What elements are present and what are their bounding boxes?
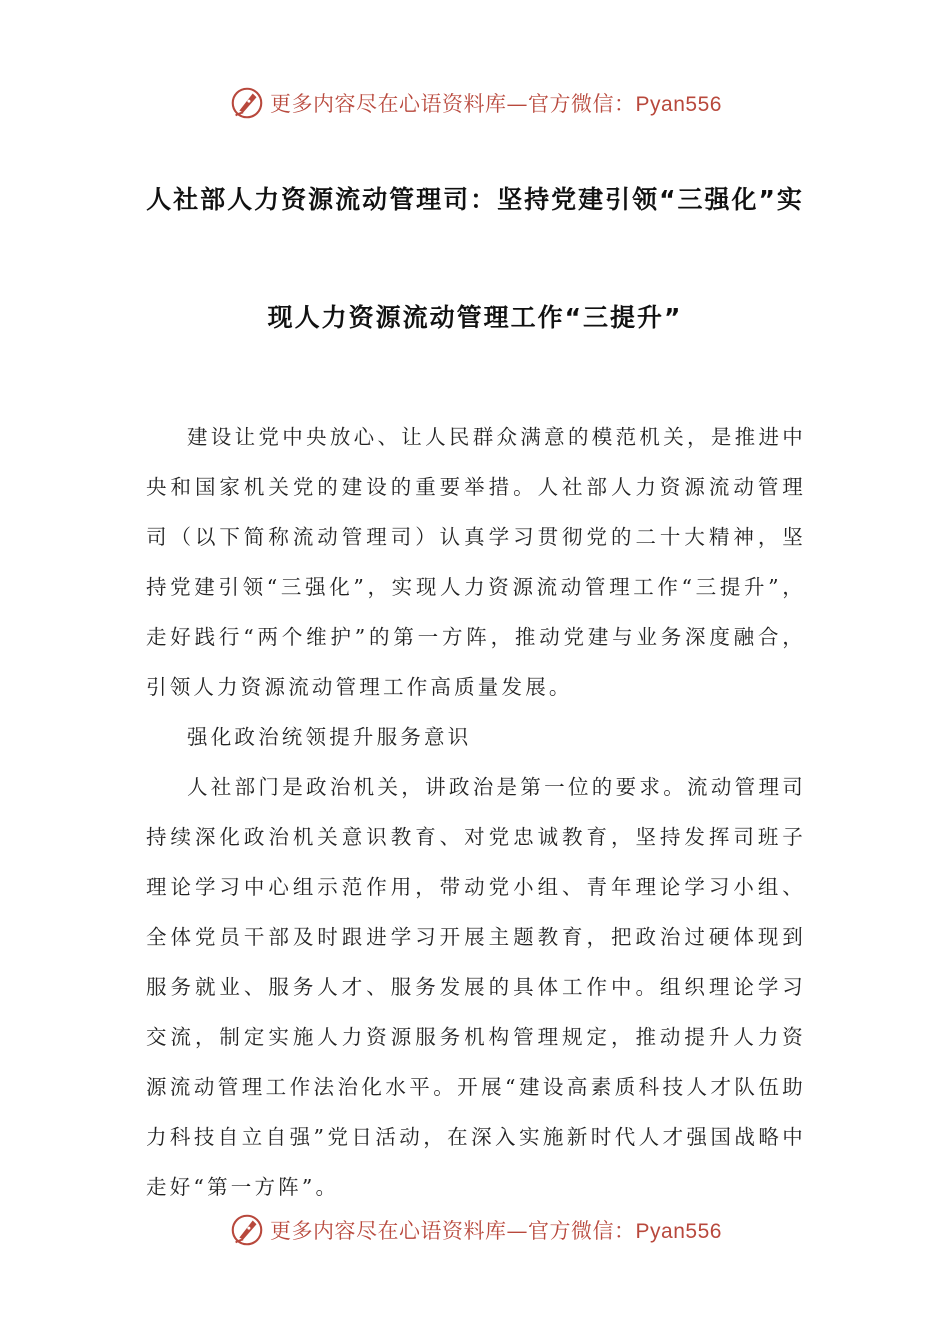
- pen-nib-circle-icon: [228, 84, 266, 122]
- section-heading: 强化政治统领提升服务意识: [187, 725, 472, 749]
- page-title-line-2: 现人力资源流动管理工作“三提升”: [267, 303, 683, 332]
- watermark-banner-bottom: [0, 1210, 950, 1250]
- watermark-banner-top: [0, 83, 950, 123]
- paragraph-section-1: 人社部门是政治机关，讲政治是第一位的要求。流动管理司持续深化政治机关意识教育、对党忠诚教育，坚持发挥司班子理论学习中心组示范作用，带动党小组、青年理论学习小组、全体党员干部及时跟进学习开展主题教育，把政治过硬体现到服务就业、服务人才、服务发展的具体工作中。组织理论学习交流，制定实施人力资源服务机构管理规定，推动提升人力资源流动管理工作法治化水平。开展“建设高素质科技人才队伍助力科技自立自强”党日活动，在深入实施新时代人才强国战略中走好“第一方阵”。: [146, 775, 806, 1199]
- watermark-text: 更多内容尽在心语资料库—官方微信：Pyan556: [270, 1219, 722, 1243]
- watermark-text: 更多内容尽在心语资料库—官方微信：Pyan556: [270, 92, 722, 116]
- pen-nib-circle-icon: [228, 1211, 266, 1249]
- paragraph-intro: 建设让党中央放心、让人民群众满意的模范机关，是推进中央和国家机关党的建设的重要举措。人社部人力资源流动管理司（以下简称流动管理司）认真学习贯彻党的二十大精神，坚持党建引领“三强化”，实现人力资源流动管理工作“三提升”，走好践行“两个维护”的第一方阵，推动党建与业务深度融合，引领人力资源流动管理工作高质量发展。: [146, 425, 806, 699]
- article-body: [146, 412, 806, 1212]
- page-title-line-1: 人社部人力资源流动管理司：坚持党建引领“三强化”实: [146, 185, 804, 214]
